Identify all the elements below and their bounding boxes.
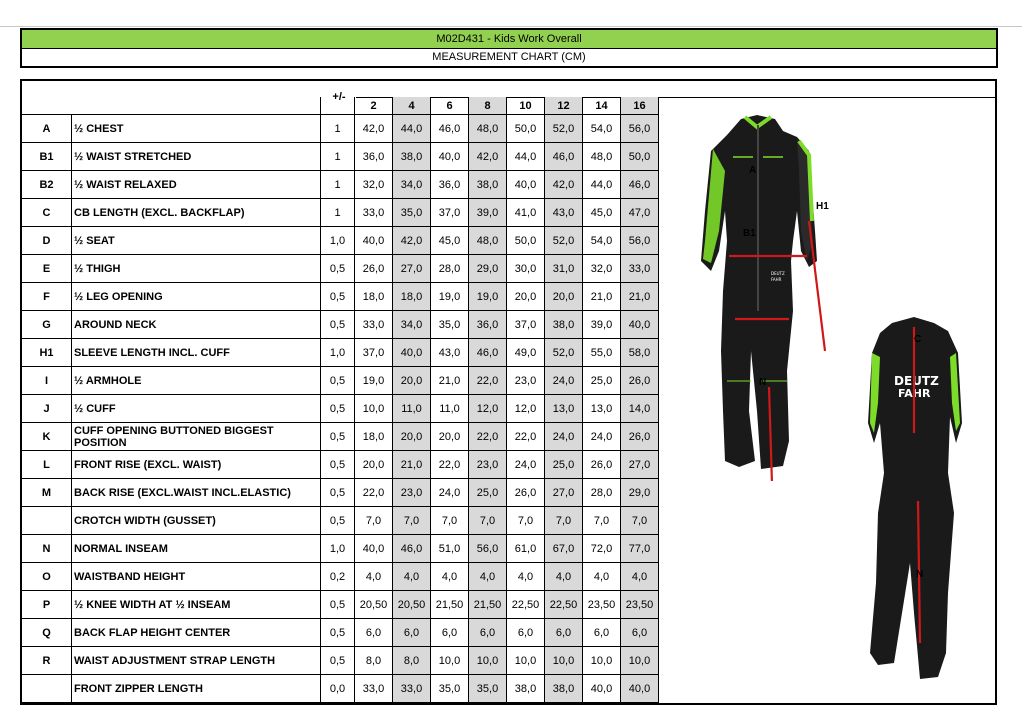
- row-description: BACK FLAP HEIGHT CENTER: [72, 619, 321, 647]
- label-n: N: [759, 377, 767, 388]
- size-value-cell: 19,0: [355, 367, 393, 395]
- size-value-cell: 7,0: [355, 507, 393, 535]
- row-code: B2: [22, 171, 72, 199]
- size-value-cell: 35,0: [469, 675, 507, 703]
- size-value-cell: 11,0: [431, 395, 469, 423]
- table-row: [22, 619, 659, 647]
- size-value-cell: 29,0: [621, 479, 659, 507]
- size-value-cell: 7,0: [545, 507, 583, 535]
- size-value-cell: 26,0: [621, 367, 659, 395]
- row-tolerance: 0,5: [321, 479, 355, 507]
- size-value-cell: 7,0: [507, 507, 545, 535]
- row-description: ½ CHEST: [72, 115, 321, 143]
- size-value-cell: 45,0: [431, 227, 469, 255]
- size-value-cell: 40,0: [355, 227, 393, 255]
- table-row: [22, 647, 659, 675]
- size-value-cell: 24,0: [431, 479, 469, 507]
- size-header-4: 10: [507, 97, 545, 115]
- size-value-cell: 6,0: [469, 619, 507, 647]
- row-tolerance: 0,5: [321, 507, 355, 535]
- size-value-cell: 35,0: [393, 199, 431, 227]
- size-value-cell: 72,0: [583, 535, 621, 563]
- size-value-cell: 34,0: [393, 171, 431, 199]
- table-row: [22, 591, 659, 619]
- size-value-cell: 42,0: [355, 115, 393, 143]
- size-value-cell: 42,0: [469, 143, 507, 171]
- size-value-cell: 27,0: [545, 479, 583, 507]
- row-code: D: [22, 227, 72, 255]
- size-value-cell: 4,0: [431, 563, 469, 591]
- size-value-cell: 20,0: [393, 423, 431, 451]
- row-code: G: [22, 311, 72, 339]
- table-row: [22, 423, 659, 451]
- row-tolerance: 0,5: [321, 367, 355, 395]
- size-value-cell: 26,0: [355, 255, 393, 283]
- row-description: ½ CUFF: [72, 395, 321, 423]
- row-tolerance: 1,0: [321, 227, 355, 255]
- row-description: CROTCH WIDTH (GUSSET): [72, 507, 321, 535]
- row-code: E: [22, 255, 72, 283]
- size-value-cell: 54,0: [583, 115, 621, 143]
- size-value-cell: 11,0: [393, 395, 431, 423]
- size-value-cell: 25,0: [469, 479, 507, 507]
- row-description: WAIST ADJUSTMENT STRAP LENGTH: [72, 647, 321, 675]
- size-value-cell: 23,50: [621, 591, 659, 619]
- size-value-cell: 38,0: [545, 675, 583, 703]
- size-value-cell: 20,0: [431, 423, 469, 451]
- row-tolerance: 1: [321, 171, 355, 199]
- row-description: CB LENGTH (EXCL. BACKFLAP): [72, 199, 321, 227]
- size-value-cell: 43,0: [431, 339, 469, 367]
- size-value-cell: 19,0: [469, 283, 507, 311]
- table-row: [22, 535, 659, 563]
- row-tolerance: 1,0: [321, 339, 355, 367]
- size-value-cell: 7,0: [621, 507, 659, 535]
- size-value-cell: 42,0: [545, 171, 583, 199]
- size-value-cell: 77,0: [621, 535, 659, 563]
- size-value-cell: 51,0: [431, 535, 469, 563]
- row-description: AROUND NECK: [72, 311, 321, 339]
- label-a: A: [749, 165, 757, 176]
- size-value-cell: 48,0: [583, 143, 621, 171]
- table-row: [22, 367, 659, 395]
- size-value-cell: 27,0: [621, 451, 659, 479]
- table-row: [22, 675, 659, 703]
- row-description: WAISTBAND HEIGHT: [72, 563, 321, 591]
- row-tolerance: 0,5: [321, 451, 355, 479]
- front-overall-illustration: [679, 111, 839, 481]
- header-blank: [72, 97, 321, 115]
- row-tolerance: 1: [321, 199, 355, 227]
- size-value-cell: 12,0: [469, 395, 507, 423]
- size-value-cell: 45,0: [583, 199, 621, 227]
- size-value-cell: 6,0: [583, 619, 621, 647]
- size-value-cell: 39,0: [469, 199, 507, 227]
- size-value-cell: 8,0: [393, 647, 431, 675]
- size-value-cell: 32,0: [355, 171, 393, 199]
- row-code: B1: [22, 143, 72, 171]
- size-value-cell: 40,0: [621, 675, 659, 703]
- size-value-cell: 26,0: [507, 479, 545, 507]
- size-value-cell: 56,0: [621, 227, 659, 255]
- size-value-cell: 50,0: [621, 143, 659, 171]
- size-value-cell: 18,0: [393, 283, 431, 311]
- size-value-cell: 21,50: [431, 591, 469, 619]
- row-tolerance: 1,0: [321, 535, 355, 563]
- size-value-cell: 22,50: [545, 591, 583, 619]
- row-code: A: [22, 115, 72, 143]
- row-description: ½ THIGH: [72, 255, 321, 283]
- row-description: FRONT ZIPPER LENGTH: [72, 675, 321, 703]
- size-value-cell: 13,0: [583, 395, 621, 423]
- table-row: [22, 199, 659, 227]
- size-value-cell: 18,0: [355, 283, 393, 311]
- row-code: Q: [22, 619, 72, 647]
- size-value-cell: 46,0: [621, 171, 659, 199]
- size-value-cell: 20,0: [393, 367, 431, 395]
- label-n-back: N: [916, 569, 924, 580]
- row-description: ½ WAIST STRETCHED: [72, 143, 321, 171]
- row-tolerance: 0,5: [321, 283, 355, 311]
- document-title: M02D431 - Kids Work Overall: [22, 30, 996, 49]
- row-tolerance: 0,5: [321, 423, 355, 451]
- row-tolerance: 0,5: [321, 255, 355, 283]
- size-value-cell: 36,0: [355, 143, 393, 171]
- size-value-cell: 22,50: [507, 591, 545, 619]
- size-value-cell: 47,0: [621, 199, 659, 227]
- size-value-cell: 44,0: [393, 115, 431, 143]
- size-value-cell: 37,0: [355, 339, 393, 367]
- row-code: O: [22, 563, 72, 591]
- size-value-cell: 52,0: [545, 115, 583, 143]
- row-code: C: [22, 199, 72, 227]
- size-value-cell: 38,0: [507, 675, 545, 703]
- size-value-cell: 10,0: [583, 647, 621, 675]
- size-value-cell: 34,0: [393, 311, 431, 339]
- size-value-cell: 18,0: [355, 423, 393, 451]
- size-value-cell: 21,0: [621, 283, 659, 311]
- size-value-cell: 13,0: [545, 395, 583, 423]
- size-value-cell: 44,0: [583, 171, 621, 199]
- size-value-cell: 24,0: [545, 423, 583, 451]
- size-value-cell: 6,0: [545, 619, 583, 647]
- table-row: [22, 451, 659, 479]
- size-value-cell: 23,0: [507, 367, 545, 395]
- size-value-cell: 22,0: [469, 423, 507, 451]
- row-description: NORMAL INSEAM: [72, 535, 321, 563]
- size-value-cell: 23,0: [469, 451, 507, 479]
- size-value-cell: 37,0: [431, 199, 469, 227]
- size-value-cell: 36,0: [431, 171, 469, 199]
- table-row: [22, 339, 659, 367]
- label-b1: B1: [743, 228, 756, 239]
- size-value-cell: 14,0: [621, 395, 659, 423]
- size-value-cell: 23,0: [393, 479, 431, 507]
- size-value-cell: 55,0: [583, 339, 621, 367]
- size-value-cell: 33,0: [355, 675, 393, 703]
- table-row: [22, 283, 659, 311]
- row-description: CUFF OPENING BUTTONED BIGGEST POSITION: [72, 423, 321, 451]
- row-description: FRONT RISE (EXCL. WAIST): [72, 451, 321, 479]
- size-value-cell: 36,0: [469, 311, 507, 339]
- size-value-cell: 40,0: [583, 675, 621, 703]
- row-tolerance: 0,5: [321, 591, 355, 619]
- table-row: [22, 563, 659, 591]
- row-description: SLEEVE LENGTH INCL. CUFF: [72, 339, 321, 367]
- row-tolerance: 0,2: [321, 563, 355, 591]
- label-h1: H1: [816, 201, 829, 212]
- size-value-cell: 46,0: [545, 143, 583, 171]
- tolerance-header: +/-: [332, 91, 346, 103]
- size-value-cell: 26,0: [621, 423, 659, 451]
- size-value-cell: 24,0: [545, 367, 583, 395]
- size-value-cell: 7,0: [431, 507, 469, 535]
- size-value-cell: 38,0: [469, 171, 507, 199]
- size-value-cell: 40,0: [355, 535, 393, 563]
- size-value-cell: 28,0: [431, 255, 469, 283]
- row-code: K: [22, 423, 72, 451]
- table-row: [22, 395, 659, 423]
- size-value-cell: 20,0: [545, 283, 583, 311]
- size-value-cell: 35,0: [431, 675, 469, 703]
- front-brand-text: DEUTZ: [771, 271, 785, 276]
- size-value-cell: 10,0: [621, 647, 659, 675]
- label-c: C: [914, 334, 922, 345]
- size-value-cell: 10,0: [469, 647, 507, 675]
- size-value-cell: 38,0: [393, 143, 431, 171]
- table-row: [22, 171, 659, 199]
- size-value-cell: 33,0: [355, 199, 393, 227]
- size-value-cell: 10,0: [545, 647, 583, 675]
- size-value-cell: 4,0: [469, 563, 507, 591]
- size-value-cell: 40,0: [393, 339, 431, 367]
- size-value-cell: 23,50: [583, 591, 621, 619]
- size-header-7: 16: [621, 97, 659, 115]
- row-tolerance: 0,5: [321, 395, 355, 423]
- size-value-cell: 20,50: [393, 591, 431, 619]
- size-value-cell: 46,0: [431, 115, 469, 143]
- size-value-cell: 33,0: [393, 675, 431, 703]
- size-value-cell: 50,0: [507, 227, 545, 255]
- size-value-cell: 50,0: [507, 115, 545, 143]
- size-value-cell: 7,0: [583, 507, 621, 535]
- row-code: H1: [22, 339, 72, 367]
- header-tolerance-cell: [321, 97, 355, 115]
- row-code: [22, 675, 72, 703]
- row-description: BACK RISE (EXCL.WAIST INCL.ELASTIC): [72, 479, 321, 507]
- size-value-cell: 42,0: [393, 227, 431, 255]
- size-value-cell: 10,0: [431, 647, 469, 675]
- size-value-cell: 48,0: [469, 115, 507, 143]
- size-value-cell: 7,0: [393, 507, 431, 535]
- size-value-cell: 33,0: [621, 255, 659, 283]
- size-value-cell: 35,0: [431, 311, 469, 339]
- row-code: I: [22, 367, 72, 395]
- row-tolerance: 0,5: [321, 619, 355, 647]
- row-tolerance: 0,5: [321, 647, 355, 675]
- measurement-section: [20, 79, 997, 705]
- row-code: [22, 507, 72, 535]
- size-value-cell: 25,0: [545, 451, 583, 479]
- title-box: [20, 28, 998, 68]
- size-header-1: 4: [393, 97, 431, 115]
- table-row: [22, 115, 659, 143]
- size-value-cell: 31,0: [545, 255, 583, 283]
- table-row: [22, 143, 659, 171]
- top-rule: [0, 26, 1022, 27]
- size-value-cell: 6,0: [621, 619, 659, 647]
- size-value-cell: 48,0: [469, 227, 507, 255]
- size-header-5: 12: [545, 97, 583, 115]
- size-value-cell: 4,0: [545, 563, 583, 591]
- row-description: ½ LEG OPENING: [72, 283, 321, 311]
- table-row: [22, 479, 659, 507]
- size-value-cell: 19,0: [431, 283, 469, 311]
- measure-line-h1: [809, 221, 825, 351]
- size-value-cell: 44,0: [507, 143, 545, 171]
- size-value-cell: 10,0: [507, 647, 545, 675]
- front-garment: [701, 115, 817, 469]
- size-header-2: 6: [431, 97, 469, 115]
- size-value-cell: 22,0: [431, 451, 469, 479]
- size-value-cell: 4,0: [393, 563, 431, 591]
- size-value-cell: 25,0: [583, 367, 621, 395]
- row-description: ½ SEAT: [72, 227, 321, 255]
- size-value-cell: 21,0: [431, 367, 469, 395]
- row-code: J: [22, 395, 72, 423]
- size-value-cell: 20,0: [507, 283, 545, 311]
- row-tolerance: 0,5: [321, 311, 355, 339]
- row-code: N: [22, 535, 72, 563]
- size-header-row: [22, 97, 659, 115]
- back-brand-text-2: FAHR: [898, 387, 931, 400]
- size-value-cell: 4,0: [583, 563, 621, 591]
- size-header-0: 2: [355, 97, 393, 115]
- size-value-cell: 20,50: [355, 591, 393, 619]
- size-value-cell: 24,0: [507, 451, 545, 479]
- size-value-cell: 56,0: [621, 115, 659, 143]
- row-code: L: [22, 451, 72, 479]
- size-value-cell: 28,0: [583, 479, 621, 507]
- size-value-cell: 20,0: [355, 451, 393, 479]
- size-value-cell: 30,0: [507, 255, 545, 283]
- size-value-cell: 33,0: [355, 311, 393, 339]
- size-value-cell: 32,0: [583, 255, 621, 283]
- row-code: R: [22, 647, 72, 675]
- size-value-cell: 67,0: [545, 535, 583, 563]
- table-row: [22, 507, 659, 535]
- size-value-cell: 46,0: [469, 339, 507, 367]
- table-row: [22, 227, 659, 255]
- size-value-cell: 6,0: [393, 619, 431, 647]
- row-tolerance: 1: [321, 115, 355, 143]
- size-value-cell: 24,0: [583, 423, 621, 451]
- size-value-cell: 40,0: [507, 171, 545, 199]
- size-value-cell: 61,0: [507, 535, 545, 563]
- size-header-6: 14: [583, 97, 621, 115]
- size-value-cell: 38,0: [545, 311, 583, 339]
- size-value-cell: 22,0: [355, 479, 393, 507]
- row-description: ½ ARMHOLE: [72, 367, 321, 395]
- size-value-cell: 52,0: [545, 227, 583, 255]
- size-value-cell: 56,0: [469, 535, 507, 563]
- back-overall-illustration: [844, 313, 994, 703]
- size-value-cell: 37,0: [507, 311, 545, 339]
- size-value-cell: 7,0: [469, 507, 507, 535]
- size-value-cell: 43,0: [545, 199, 583, 227]
- size-header-3: 8: [469, 97, 507, 115]
- size-value-cell: 40,0: [431, 143, 469, 171]
- size-value-cell: 40,0: [621, 311, 659, 339]
- chart-subtitle: MEASUREMENT CHART (CM): [432, 51, 586, 63]
- size-value-cell: 21,0: [583, 283, 621, 311]
- row-code: M: [22, 479, 72, 507]
- size-value-cell: 39,0: [583, 311, 621, 339]
- size-value-cell: 12,0: [507, 395, 545, 423]
- back-brand-text: DEUTZ: [894, 374, 939, 388]
- size-value-cell: 4,0: [507, 563, 545, 591]
- header-blank: [22, 97, 72, 115]
- size-value-cell: 6,0: [431, 619, 469, 647]
- size-value-cell: 4,0: [355, 563, 393, 591]
- row-description: ½ WAIST RELAXED: [72, 171, 321, 199]
- size-value-cell: 58,0: [621, 339, 659, 367]
- size-value-cell: 26,0: [583, 451, 621, 479]
- size-value-cell: 4,0: [621, 563, 659, 591]
- row-description: ½ KNEE WIDTH AT ½ INSEAM: [72, 591, 321, 619]
- row-tolerance: 1: [321, 143, 355, 171]
- table-row: [22, 255, 659, 283]
- size-value-cell: 10,0: [355, 395, 393, 423]
- size-value-cell: 21,0: [393, 451, 431, 479]
- row-tolerance: 0,0: [321, 675, 355, 703]
- size-value-cell: 8,0: [355, 647, 393, 675]
- size-value-cell: 22,0: [469, 367, 507, 395]
- size-value-cell: 41,0: [507, 199, 545, 227]
- size-value-cell: 54,0: [583, 227, 621, 255]
- row-code: F: [22, 283, 72, 311]
- table-row: [22, 311, 659, 339]
- measurement-table: [22, 97, 659, 703]
- row-code: P: [22, 591, 72, 619]
- size-value-cell: 27,0: [393, 255, 431, 283]
- size-value-cell: 46,0: [393, 535, 431, 563]
- size-value-cell: 6,0: [507, 619, 545, 647]
- size-value-cell: 29,0: [469, 255, 507, 283]
- size-value-cell: 22,0: [507, 423, 545, 451]
- front-brand-text-2: FAHR: [771, 277, 782, 282]
- size-value-cell: 6,0: [355, 619, 393, 647]
- size-value-cell: 49,0: [507, 339, 545, 367]
- size-value-cell: 52,0: [545, 339, 583, 367]
- size-value-cell: 21,50: [469, 591, 507, 619]
